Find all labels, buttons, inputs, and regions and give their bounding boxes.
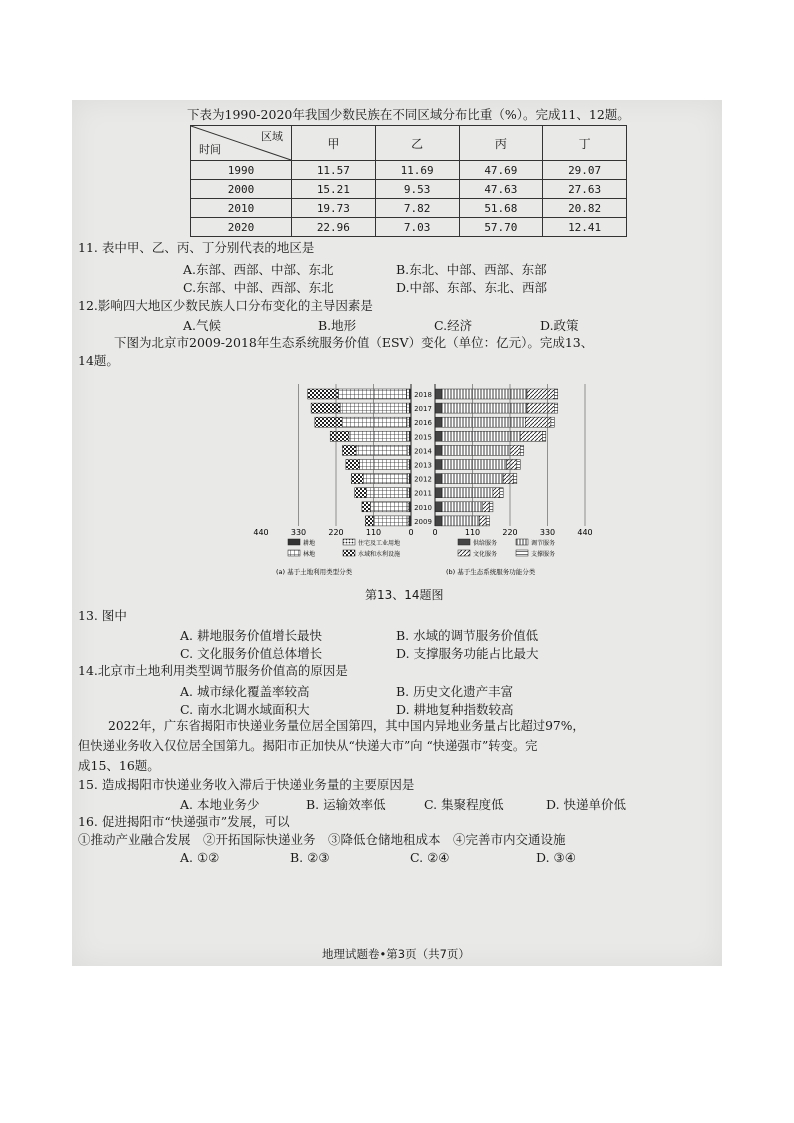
year-label: 2016 bbox=[414, 419, 432, 428]
left-legend-swatch bbox=[288, 550, 300, 556]
q11-option-d[interactable]: D.中部、东部、东北、西部 bbox=[396, 280, 548, 295]
year-label: 2012 bbox=[414, 475, 432, 484]
chart-intro-line1: 下图为北京市2009-2018年生态系统服务价值（ESV）变化（单位：亿元）。完成13、 bbox=[114, 335, 594, 350]
chart-legend bbox=[276, 539, 555, 576]
right-legend-label: 文化服务 bbox=[473, 551, 498, 558]
right-panel bbox=[435, 389, 558, 526]
q16-option-d[interactable]: D. ③④ bbox=[536, 850, 576, 865]
table-row bbox=[191, 180, 627, 199]
q11-stem: 11. 表中甲、乙、丙、丁分别代表的地区是 bbox=[78, 240, 315, 255]
q13-option-b[interactable]: B. 水域的调节服务价值低 bbox=[396, 628, 539, 643]
year-cell: 1990 bbox=[191, 161, 292, 180]
right-bar-0 bbox=[435, 417, 442, 427]
column-header: 丙 bbox=[459, 126, 543, 161]
left-legend-label: 住宅及工业用地 bbox=[358, 540, 401, 547]
right-bar-3 bbox=[490, 502, 493, 512]
right-bar-2 bbox=[527, 403, 554, 413]
right-bar-0 bbox=[435, 431, 442, 441]
right-bar-3 bbox=[486, 516, 489, 526]
left-legend-swatch bbox=[343, 550, 355, 556]
right-tick-label: 330 bbox=[539, 528, 556, 537]
right-bar-1 bbox=[442, 516, 480, 526]
right-bar-2 bbox=[483, 502, 490, 512]
value-cell: 47.63 bbox=[459, 180, 543, 199]
q12-option-d[interactable]: D.政策 bbox=[540, 318, 579, 333]
right-bar-1 bbox=[442, 488, 493, 498]
q12-option-c[interactable]: C.经济 bbox=[434, 318, 473, 333]
year-label: 2011 bbox=[414, 489, 432, 498]
q13-stem: 13. 图中 bbox=[78, 608, 127, 623]
left-bar-1 bbox=[407, 431, 409, 441]
left-bar-3 bbox=[346, 460, 360, 470]
left-tick-label: 330 bbox=[290, 528, 307, 537]
table-row bbox=[191, 218, 627, 237]
left-bar-2 bbox=[356, 445, 407, 455]
right-bar-2 bbox=[507, 460, 517, 470]
q11-option-c[interactable]: C.东部、中部、西部、东北 bbox=[183, 280, 334, 295]
q14-option-d[interactable]: D. 耕地复种指数较高 bbox=[396, 702, 514, 717]
value-cell: 12.41 bbox=[543, 218, 627, 237]
right-bar-3 bbox=[554, 389, 557, 399]
page-footer: 地理试题卷•第3页（共7页） bbox=[322, 947, 470, 961]
right-legend-swatch bbox=[458, 539, 470, 545]
q14-option-c[interactable]: C. 南水北调水域面积大 bbox=[180, 702, 310, 717]
chart-intro-line2: 14题。 bbox=[78, 353, 119, 368]
right-bar-1 bbox=[442, 389, 527, 399]
year-cell: 2000 bbox=[191, 180, 292, 199]
right-bar-0 bbox=[435, 403, 442, 413]
left-bar-1 bbox=[407, 417, 409, 427]
right-legend-swatch bbox=[458, 550, 470, 556]
right-bar-2 bbox=[520, 431, 542, 441]
left-tick-label: 110 bbox=[365, 528, 382, 537]
value-cell: 7.82 bbox=[375, 199, 459, 218]
q15-intro-line1: 2022年，广东省揭阳市快递业务量位居全国第四，其中国内异地业务量占比超过97%， bbox=[108, 719, 585, 733]
left-bar-2 bbox=[374, 516, 408, 526]
q16-items: ①推动产业融合发展 ②开拓国际快递业务 ③降低仓储地租成本 ④完善市内交通设施 bbox=[78, 832, 566, 847]
right-bar-3 bbox=[542, 431, 545, 441]
right-bar-1 bbox=[442, 403, 527, 413]
left-tick-label: 440 bbox=[253, 528, 269, 537]
q14-option-a[interactable]: A. 城市绿化覆盖率较高 bbox=[180, 684, 310, 699]
value-cell: 11.69 bbox=[375, 161, 459, 180]
left-tick-label: 220 bbox=[328, 528, 344, 537]
left-legend-swatch bbox=[288, 539, 300, 545]
right-bar-1 bbox=[442, 502, 483, 512]
right-bar-2 bbox=[493, 488, 500, 498]
year-cell: 2010 bbox=[191, 199, 292, 218]
year-label: 2010 bbox=[414, 503, 432, 512]
left-legend-label: 林地 bbox=[303, 551, 316, 558]
header-time: 时间 bbox=[199, 143, 221, 156]
right-tick-label: 440 bbox=[577, 528, 593, 537]
right-bar-2 bbox=[479, 516, 486, 526]
q15-option-a[interactable]: A. 本地业务少 bbox=[180, 797, 260, 812]
left-bar-1 bbox=[407, 460, 409, 470]
right-bar-2 bbox=[525, 417, 551, 427]
q11-option-a[interactable]: A.东部、西部、中部、东北 bbox=[183, 262, 334, 277]
right-legend-label: 供给服务 bbox=[473, 540, 498, 547]
q15-stem: 15. 造成揭阳市快递业务收入滞后于快递业务量的主要原因是 bbox=[78, 777, 415, 792]
left-bar-3 bbox=[330, 431, 349, 441]
right-tick-label: 110 bbox=[464, 528, 481, 537]
right-bar-0 bbox=[435, 445, 442, 455]
q15-option-b[interactable]: B. 运输效率低 bbox=[306, 797, 386, 812]
left-legend-label: 水域和水利设施 bbox=[358, 551, 401, 558]
right-bar-3 bbox=[551, 417, 554, 427]
year-label: 2013 bbox=[414, 461, 432, 470]
q14-stem: 14.北京市土地利用类型调节服务价值高的原因是 bbox=[78, 663, 348, 678]
right-bar-1 bbox=[442, 431, 520, 441]
left-bar-3 bbox=[315, 417, 342, 427]
q16-option-c[interactable]: C. ②④ bbox=[410, 850, 450, 865]
right-bar-3 bbox=[517, 460, 520, 470]
left-bar-3 bbox=[308, 389, 339, 399]
column-header: 甲 bbox=[292, 126, 376, 161]
year-label: 2018 bbox=[414, 391, 432, 399]
right-legend-swatch bbox=[516, 539, 528, 545]
left-bar-3 bbox=[351, 474, 363, 484]
left-bar-1 bbox=[407, 445, 409, 455]
right-legend-label: 调节服务 bbox=[531, 540, 556, 547]
left-panel-subtitle: (a) 基于土地利用类型分类 bbox=[276, 568, 353, 576]
left-bar-1 bbox=[407, 389, 410, 399]
q16-stem: 16. 促进揭阳市“快递强市”发展，可以 bbox=[78, 814, 290, 829]
column-header: 丁 bbox=[543, 126, 627, 161]
right-bar-2 bbox=[527, 389, 554, 399]
value-cell: 22.96 bbox=[292, 218, 376, 237]
q15-option-c[interactable]: C. 集聚程度低 bbox=[424, 797, 504, 812]
left-legend-swatch bbox=[343, 539, 355, 545]
q12-stem: 12.影响四大地区少数民族人口分布变化的主导因素是 bbox=[78, 298, 373, 313]
value-cell: 29.07 bbox=[543, 161, 627, 180]
right-bar-0 bbox=[435, 488, 442, 498]
right-bar-0 bbox=[435, 502, 442, 512]
right-legend-swatch bbox=[516, 550, 528, 556]
distribution-table bbox=[190, 125, 627, 237]
right-bar-3 bbox=[554, 403, 557, 413]
table-row bbox=[191, 199, 627, 218]
right-bar-2 bbox=[503, 474, 513, 484]
table-intro: 下表为1990-2020年我国少数民族在不同区域分布比重（%）。完成11、12题。 bbox=[187, 107, 630, 122]
q15-intro-line2: 但快递业务收入仅位居全国第九。揭阳市正加快从“快递大市”向 “快递强市”转变。完 bbox=[78, 739, 538, 753]
left-bar-2 bbox=[363, 474, 407, 484]
left-bar-2 bbox=[367, 488, 408, 498]
left-tick-label: 0 bbox=[408, 528, 414, 537]
value-cell: 19.73 bbox=[292, 199, 376, 218]
left-bar-3 bbox=[365, 516, 374, 526]
q12-option-a[interactable]: A.气候 bbox=[183, 318, 222, 333]
column-header: 乙 bbox=[375, 126, 459, 161]
value-cell: 9.53 bbox=[375, 180, 459, 199]
value-cell: 51.68 bbox=[459, 199, 543, 218]
right-bar-3 bbox=[520, 445, 523, 455]
right-bar-3 bbox=[513, 474, 516, 484]
header-region: 区域 bbox=[261, 130, 283, 143]
value-cell: 15.21 bbox=[292, 180, 376, 199]
q11-option-b[interactable]: B.东北、中部、西部、东部 bbox=[396, 262, 547, 277]
value-cell: 7.03 bbox=[375, 218, 459, 237]
left-bar-2 bbox=[338, 389, 406, 399]
right-bar-2 bbox=[510, 445, 520, 455]
year-labels bbox=[414, 391, 432, 526]
left-bar-3 bbox=[355, 488, 367, 498]
value-cell: 57.70 bbox=[459, 218, 543, 237]
value-cell: 20.82 bbox=[543, 199, 627, 218]
value-cell: 11.57 bbox=[292, 161, 376, 180]
year-label: 2014 bbox=[414, 447, 432, 456]
q16-option-b[interactable]: B. ②③ bbox=[290, 850, 330, 865]
q14-option-b[interactable]: B. 历史文化遗产丰富 bbox=[396, 684, 514, 699]
left-bar-2 bbox=[349, 431, 407, 441]
left-bar-1 bbox=[408, 474, 410, 484]
table-row bbox=[191, 161, 627, 180]
right-tick-label: 220 bbox=[502, 528, 518, 537]
q13-option-a[interactable]: A. 耕地服务价值增长最快 bbox=[180, 628, 322, 643]
left-legend-label: 耕地 bbox=[303, 540, 316, 547]
right-panel-subtitle: (b) 基于生态系统服务功能分类 bbox=[446, 568, 536, 576]
q12-option-b[interactable]: B.地形 bbox=[318, 318, 357, 333]
left-bar-1 bbox=[408, 488, 410, 498]
left-bar-2 bbox=[370, 502, 408, 512]
table-diagonal-header bbox=[191, 126, 292, 161]
right-bar-0 bbox=[435, 389, 442, 399]
right-bar-0 bbox=[435, 516, 442, 526]
year-label: 2017 bbox=[414, 405, 432, 414]
left-bar-3 bbox=[362, 502, 371, 512]
year-label: 2009 bbox=[414, 517, 432, 526]
right-bar-1 bbox=[442, 460, 507, 470]
left-panel bbox=[308, 389, 411, 526]
right-bar-0 bbox=[435, 474, 442, 484]
right-tick-label: 0 bbox=[432, 528, 438, 537]
q15-intro-line3: 成15、16题。 bbox=[78, 758, 160, 773]
q13-option-d[interactable]: D. 支撑服务功能占比最大 bbox=[396, 646, 539, 661]
right-legend-label: 支撑服务 bbox=[531, 551, 556, 558]
right-bar-0 bbox=[435, 460, 442, 470]
left-bar-3 bbox=[342, 445, 356, 455]
right-bar-1 bbox=[442, 417, 526, 427]
esv-chart bbox=[253, 382, 593, 578]
right-bar-1 bbox=[442, 445, 510, 455]
q15-option-d[interactable]: D. 快递单价低 bbox=[546, 797, 627, 812]
value-cell: 47.69 bbox=[459, 161, 543, 180]
figure-caption: 第13、14题图 bbox=[365, 588, 444, 602]
left-bar-2 bbox=[342, 417, 407, 427]
q16-option-a[interactable]: A. ①② bbox=[180, 850, 220, 865]
year-cell: 2020 bbox=[191, 218, 292, 237]
year-label: 2015 bbox=[414, 433, 432, 442]
left-bar-1 bbox=[407, 403, 410, 413]
left-bar-2 bbox=[360, 460, 408, 470]
right-bar-3 bbox=[500, 488, 503, 498]
value-cell: 27.63 bbox=[543, 180, 627, 199]
q13-option-c[interactable]: C. 文化服务价值总体增长 bbox=[180, 646, 323, 661]
